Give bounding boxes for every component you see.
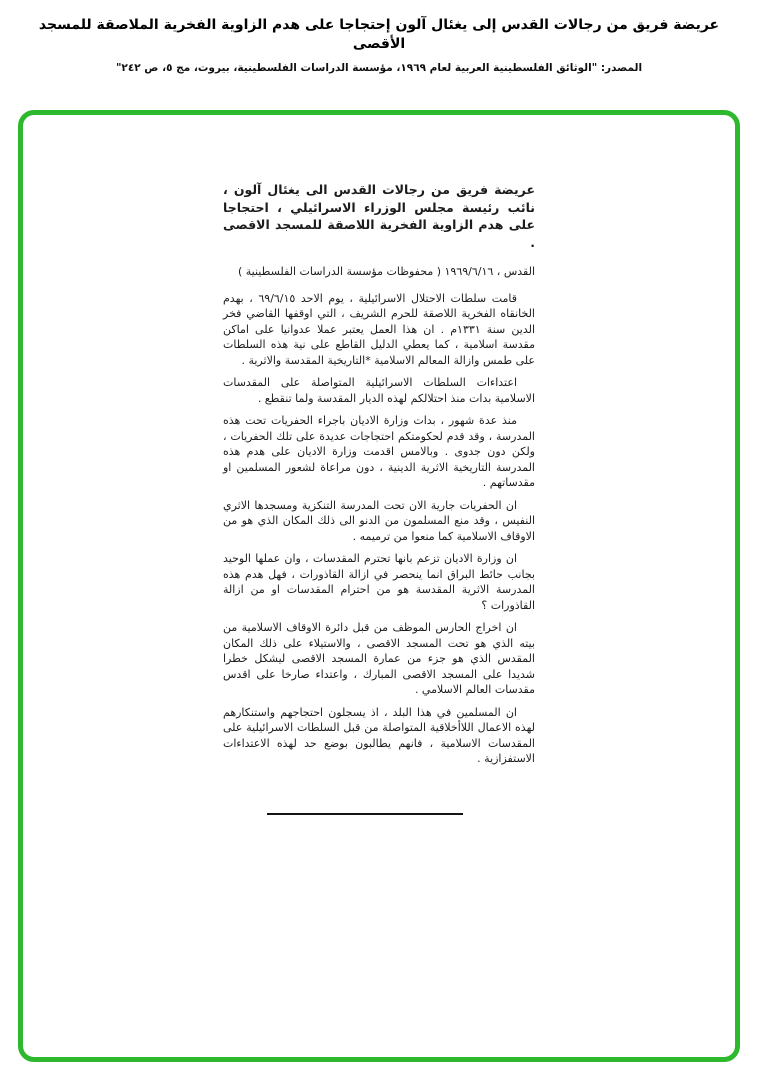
doc-paragraph-5: ان وزارة الاديان تزعم بانها تحترم المقدسات ، وان عملها الوحيد بجانب حائط البراق انما ينحصر في ازالة القاذورات ، فهل هدم هذه المدرسة الاثرية المقدسة هو من احترام المقدسات او من ازالة القاذورات ؟ [223,552,535,612]
end-divider-line [267,813,463,815]
header [0,0,758,74]
doc-heading: عريضة فريق من رجالات القدس الى يغئال آلون ، نائب رئيسة مجلس الوزراء الاسرائيلي ، احتجاجا على هدم الزاوية الفخرية اللاصقة للمسجد الاقصى . [223,182,535,250]
doc-paragraph-1: قامت سلطات الاحتلال الاسرائيلية ، يوم الاحد ٦٩/٦/١٥ ، بهدم الخانقاه الفخرية اللاصقة للحرم الشريف ، التي اوقفها القاضي فخر الدين سنة ١٣٣١م . ان هذا العمل يعتبر عملا عدوانيا على اماكن مقدسة اسلامية ، كما يعطي الدليل القاطع على نية هذه السلطات على طمس وازالة المعالم الاسلامية *التاريخية المقدسة والاثرية . [223,291,536,367]
page-title: عريضة فريق من رجالات القدس إلى يغئال آلون إحتجاجا على هدم الزاوية الفخرية الملاصقة للمسجد الأقصى [38,17,720,52]
doc-paragraph-3: منذ عدة شهور ، بدات وزارة الاديان باجراء الحفريات تحت هذه المدرسة ، وقد قدم لحكومتكم احتجاجات عديدة على تلك الحفريات ، ولكن دون جدوى . وبالامس اقدمت وزارة الاديان على هدم هذه المدرسة التاريخية الاثرية الدينية ، دون مراعاة لشعور المسلمين او مقدساتهم . [223,414,535,489]
doc-paragraph-4: ان الحفريات جارية الان تحت المدرسة التنكزية ومسجدها الاثري النفيس ، وقد منع المسلمون من الدنو الى ذلك المكان الذي هو من الاوقاف الاسلامية كما منعوا من ترميمه . [223,498,535,543]
document-frame [18,110,740,1062]
doc-paragraph-7: ان المسلمين في هذا البلد ، اذ يسجلون احتجاجهم واستنكارهم لهذه الاعمال اللاأخلاقية المتواصلة من قبل السلطات الاسرائيلية على المقدسات الاسلامية ، فانهم يطالبون بوضع حد لهذه الاعتداءات الاستفزازية . [223,705,535,765]
doc-dateline: القدس ، ١٩٦٩/٦/١٦ ( محفوظات مؤسسة الدراسات الفلسطينية ) [237,265,535,278]
document-body [223,181,535,815]
doc-paragraph-6: ان اخراج الحارس الموظف من قبل دائرة الاوقاف الاسلامية من بيته الذي هو تحت المسجد الاقصى ، والاستيلاء على ذلك المكان المقدس الذي هو جزء من عمارة المسجد الاقصى ليشكل خطرا شديدا على المسجد الاقصى المبارك ، واعتداء صارخا على اقدس مقدسات العالم الاسلامي . [223,621,535,696]
end-divider-wrap [223,813,535,815]
source-line: المصدر: "الوثائق الفلسطينية العربية لعام ١٩٦٩، مؤسسة الدراسات الفلسطينية، بيروت، مج ٥، ص ٢٤٢" [115,62,643,74]
doc-paragraph-2: اعتداءات السلطات الاسرائيلية المتواصلة على المقدسات الاسلامية بدات منذ احتلالكم لهذه الديار المقدسة ولما تنقطع . [223,376,535,405]
